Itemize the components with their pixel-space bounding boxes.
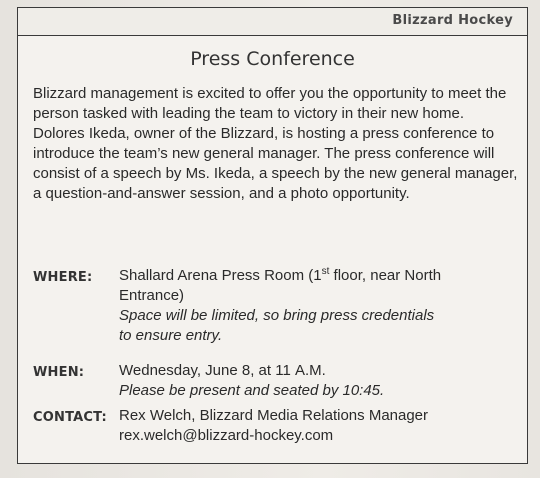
where-note-line1: Space will be limited, so bring press credentials	[119, 307, 435, 324]
where-label: WHERE:	[33, 270, 93, 285]
when-date-time: Wednesday, June 8, at 11 A.M.	[119, 362, 326, 379]
when-label: WHEN:	[33, 365, 85, 380]
contact-name: Rex Welch, Blizzard Media Relations Manager	[119, 407, 429, 424]
when-value	[119, 361, 519, 401]
notice-title: Press Conference	[190, 48, 355, 70]
contact-value	[119, 406, 519, 446]
when-note: Please be present and seated by 10:45.	[119, 382, 385, 399]
contact-label: CONTACT:	[33, 410, 107, 425]
intro-paragraph: Blizzard management is excited to offer you the opportunity to meet the person tasked with leading the team to victory in their new home. Dolores Ikeda, owner of the Blizzard, is hosting a press conference to introduce the team’s new general manager. The press conference will consist of a speech by Ms. Ikeda, a speech by the new general manager, a question-and-answer session, and a photo opportunity.	[33, 85, 518, 202]
header-bar	[18, 8, 527, 36]
where-location-line2: Entrance)	[119, 287, 185, 304]
where-value	[119, 266, 519, 346]
contact-email: rex.welch@blizzard-hockey.com	[119, 427, 334, 444]
where-note-line2: to ensure entry.	[119, 327, 223, 344]
brand-label: Blizzard Hockey	[392, 13, 513, 28]
press-conference-notice	[17, 7, 528, 464]
where-location-line1: Shallard Arena Press Room (1st floor, near North	[119, 266, 442, 284]
